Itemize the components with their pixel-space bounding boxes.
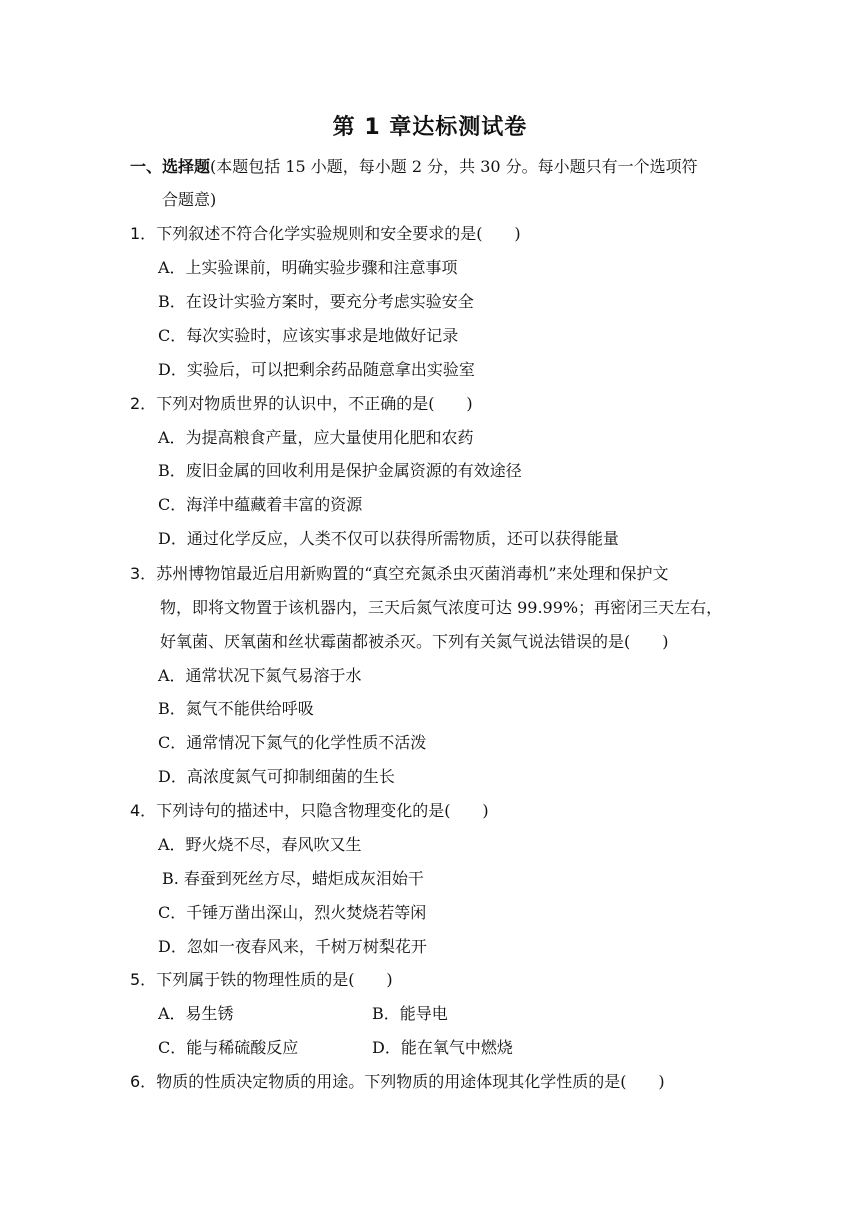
question-2-option-c: C．海洋中蕴藏着丰富的资源 [158,495,363,514]
question-stem: 下列诗句的描述中，只隐含物理变化的是( ) [156,801,489,820]
question-1-option-b: B．在设计实验方案时，要充分考虑实验安全 [158,292,474,311]
question-3-stem-line-2: 物，即将文物置于该机器内，三天后氮气浓度可达 99.99%；再密闭三天左右， [160,598,723,617]
question-5-option-a: A．易生锈 [158,1004,234,1023]
question-number: 1． [130,224,157,243]
question-number: 5． [130,970,157,989]
question-1 [130,222,521,246]
question-2-option-a: A．为提高粮食产量，应大量使用化肥和农药 [158,428,474,447]
question-3-option-b: B．氮气不能供给呼吸 [158,699,314,718]
question-3-option-c: C．通常情况下氮气的化学性质不活泼 [158,733,427,752]
section-heading [130,155,698,179]
section-description-continued: 合题意) [162,190,217,209]
question-5-option-c: C．能与稀硫酸反应 [158,1038,299,1057]
question-number: 2． [130,394,157,413]
question-5-option-d: D．能在氧气中燃烧 [372,1038,513,1057]
question-stem: 下列对物质世界的认识中，不正确的是( ) [156,394,473,413]
question-3-stem-line-3: 好氧菌、厌氧菌和丝状霉菌都被杀灭。下列有关氮气说法错误的是( ) [160,632,669,651]
question-1-option-d: D．实验后，可以把剩余药品随意拿出实验室 [158,360,475,379]
question-2-option-b: B．废旧金属的回收利用是保护金属资源的有效途径 [158,461,522,480]
question-2-option-d: D．通过化学反应，人类不仅可以获得所需物质，还可以获得能量 [158,529,619,548]
question-4-option-b: B. 春蚕到死丝方尽，蜡炬成灰泪始干 [162,869,424,888]
question-stem: 下列属于铁的物理性质的是( ) [156,970,393,989]
question-3 [130,562,669,586]
question-stem: 苏州博物馆最近启用新购置的“真空充氮杀虫灭菌消毒机”来处理和保护文 [156,564,669,583]
question-number: 6． [130,1072,157,1091]
question-stem: 下列叙述不符合化学实验规则和安全要求的是( ) [156,224,521,243]
question-5 [130,968,393,992]
section-heading-label: 一、选择题 [130,157,211,176]
question-3-option-d: D．高浓度氮气可抑制细菌的生长 [158,767,395,786]
question-4-option-c: C．千锤万凿出深山，烈火焚烧若等闲 [158,903,427,922]
question-5-option-b: B．能导电 [372,1004,448,1023]
question-3-option-a: A．通常状况下氮气易溶于水 [158,666,362,685]
question-6 [130,1070,665,1094]
page-title: 第 1 章达标测试卷 [332,115,528,140]
question-4 [130,799,489,823]
question-number: 4． [130,801,157,820]
question-stem: 物质的性质决定物质的用途。下列物质的用途体现其化学性质的是( ) [156,1072,665,1091]
question-1-option-a: A．上实验课前，明确实验步骤和注意事项 [158,258,458,277]
question-number: 3． [130,564,157,583]
question-2 [130,392,473,416]
question-4-option-d: D．忽如一夜春风来，千树万树梨花开 [158,937,427,956]
question-4-option-a: A．野火烧不尽，春风吹又生 [158,835,362,854]
section-description: (本题包括 15 小题，每小题 2 分，共 30 分。每小题只有一个选项符 [210,157,698,176]
question-1-option-c: C．每次实验时，应该实事求是地做好记录 [158,326,459,345]
